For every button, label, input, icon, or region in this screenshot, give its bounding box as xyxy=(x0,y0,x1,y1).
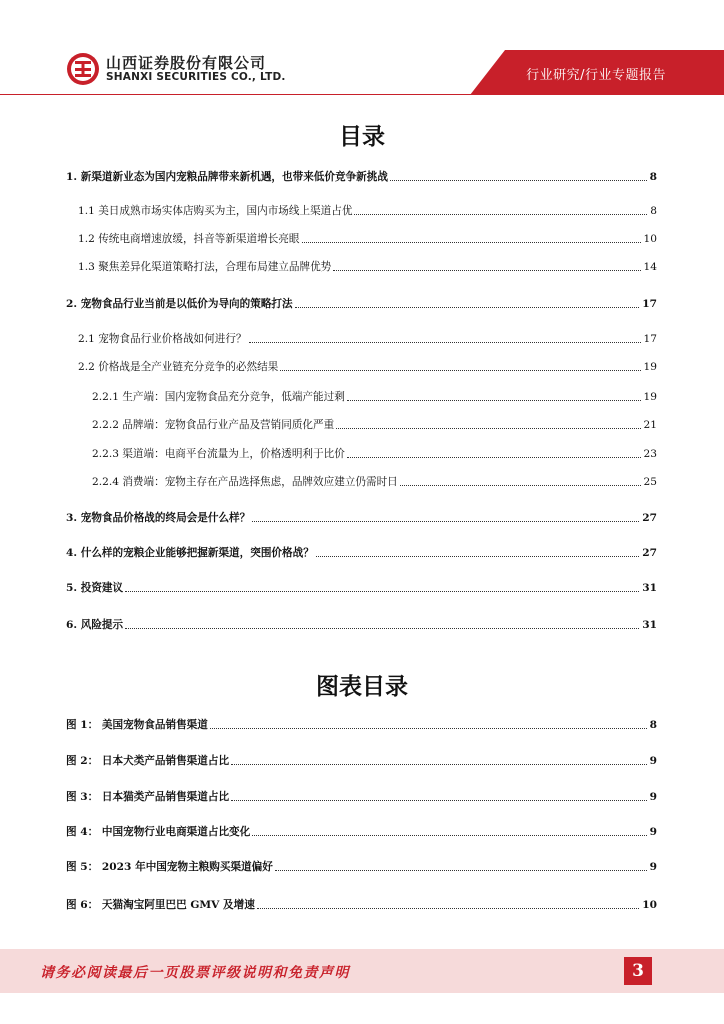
toc-title: 目录 xyxy=(339,123,385,150)
report-type: 行业研究/行业专题报告 xyxy=(526,68,666,83)
leader-dots xyxy=(125,628,639,629)
page-footer xyxy=(0,949,724,993)
toc-entry[interactable] xyxy=(92,446,657,461)
toc-entry-label: 2.2.3 渠道端：电商平台流量为上，价格透明利于比价 xyxy=(92,448,345,460)
leader-dots xyxy=(354,214,647,215)
toc-entry-page: 17 xyxy=(642,298,657,310)
toc-entry-page: 17 xyxy=(643,333,657,345)
figure-entry-page: 9 xyxy=(649,755,657,767)
disclaimer-text: 请务必阅读最后一页股票评级说明和免责声明 xyxy=(40,965,350,981)
leader-dots xyxy=(252,521,639,522)
figure-entry[interactable] xyxy=(66,789,657,804)
toc-entry-page: 27 xyxy=(642,512,657,524)
leader-dots xyxy=(280,370,640,371)
figure-entry-label: 图 2： 日本犬类产品销售渠道占比 xyxy=(66,755,230,767)
toc-entry-label: 1.3 聚焦差异化渠道策略打法，合理布局建立品牌优势 xyxy=(78,261,332,273)
figure-entry[interactable] xyxy=(66,859,657,874)
figure-entry[interactable] xyxy=(66,897,657,912)
figure-entry-page: 9 xyxy=(649,861,657,873)
company-name-cn: 山西证券股份有限公司 xyxy=(106,54,267,72)
leader-dots xyxy=(257,908,639,909)
toc-entry-page: 21 xyxy=(643,419,657,431)
leader-dots xyxy=(302,242,641,243)
toc-entry[interactable] xyxy=(66,545,657,560)
toc-entry-page: 23 xyxy=(643,448,657,460)
figure-entry[interactable] xyxy=(66,717,657,732)
toc-entry[interactable] xyxy=(78,359,657,374)
toc-entry[interactable] xyxy=(66,617,657,632)
figure-entry-label: 图 1： 美国宠物食品销售渠道 xyxy=(66,719,208,731)
figure-entry[interactable] xyxy=(66,824,657,839)
toc-entry-page: 8 xyxy=(650,205,657,217)
toc-entry-label: 2. 宠物食品行业当前是以低价为导向的策略打法 xyxy=(66,298,293,310)
toc-entry-page: 25 xyxy=(643,476,657,488)
leader-dots xyxy=(336,428,640,429)
toc-entry-label: 2.1 宠物食品行业价格战如何进行？ xyxy=(78,333,247,345)
leader-dots xyxy=(333,270,640,271)
toc-entry[interactable] xyxy=(66,296,657,311)
toc-entry[interactable] xyxy=(66,580,657,595)
toc-entry-label: 2.2 价格战是全产业链充分竞争的必然结果 xyxy=(78,361,279,373)
toc-entry-page: 19 xyxy=(643,391,657,403)
toc-entry[interactable] xyxy=(78,231,657,246)
figures-title: 图表目录 xyxy=(316,673,408,700)
toc-entry-label: 1. 新渠道新业态为国内宠粮品牌带来新机遇，也带来低价竞争新挑战 xyxy=(66,171,388,183)
leader-dots xyxy=(347,457,641,458)
figure-entry-label: 图 5： 2023 年中国宠物主粮购买渠道偏好 xyxy=(66,861,273,873)
toc-entry[interactable] xyxy=(66,169,657,184)
toc-entry[interactable] xyxy=(92,389,657,404)
leader-dots xyxy=(316,556,639,557)
figure-entry-label: 图 6： 天猫淘宝阿里巴巴 GMV 及增速 xyxy=(66,899,255,911)
leader-dots xyxy=(275,870,647,871)
leader-dots xyxy=(347,400,641,401)
toc-entry[interactable] xyxy=(78,203,657,218)
figure-entry[interactable] xyxy=(66,753,657,768)
figure-entry-page: 9 xyxy=(649,791,657,803)
company-name-en: SHANXI SECURITIES CO., LTD. xyxy=(106,71,286,83)
toc-entry[interactable] xyxy=(92,474,657,489)
toc-entry-page: 27 xyxy=(642,547,657,559)
leader-dots xyxy=(231,800,647,801)
figure-entry-page: 10 xyxy=(642,899,657,911)
toc-entry[interactable] xyxy=(92,417,657,432)
figure-entry-page: 9 xyxy=(649,826,657,838)
toc-entry-page: 8 xyxy=(649,171,657,183)
toc-entry-label: 2.2.4 消费端：宠物主存在产品选择焦虑，品牌效应建立仍需时日 xyxy=(92,476,398,488)
page-header xyxy=(0,0,724,95)
leader-dots xyxy=(231,764,647,765)
leader-dots xyxy=(210,728,647,729)
leader-dots xyxy=(249,342,641,343)
toc-entry[interactable] xyxy=(66,510,657,525)
toc-entry-label: 1.2 传统电商增速放缓，抖音等新渠道增长亮眼 xyxy=(78,233,300,245)
toc-entry-label: 3. 宠物食品价格战的终局会是什么样？ xyxy=(66,512,251,524)
leader-dots xyxy=(295,307,640,308)
leader-dots xyxy=(390,180,647,181)
toc-entry[interactable] xyxy=(78,259,657,274)
toc-entry-label: 4. 什么样的宠粮企业能够把握新渠道，突围价格战？ xyxy=(66,547,314,559)
page-number: 3 xyxy=(624,957,652,985)
leader-dots xyxy=(125,591,639,592)
toc-entry-page: 14 xyxy=(643,261,657,273)
leader-dots xyxy=(252,835,646,836)
figure-entry-label: 图 3： 日本猫类产品销售渠道占比 xyxy=(66,791,230,803)
toc-entry-label: 2.2.1 生产端：国内宠物食品充分竞争，低端产能过剩 xyxy=(92,391,345,403)
toc-entry-label: 6. 风险提示 xyxy=(66,619,124,631)
toc-entry-label: 2.2.2 品牌端：宠物食品行业产品及营销同质化严重 xyxy=(92,419,335,431)
toc-entry-page: 10 xyxy=(643,233,657,245)
toc-entry-page: 31 xyxy=(642,619,657,631)
company-logo-icon xyxy=(66,52,100,86)
toc-entry-label: 5. 投资建议 xyxy=(66,582,124,594)
toc-entry[interactable] xyxy=(78,331,657,346)
toc-entry-page: 19 xyxy=(643,361,657,373)
leader-dots xyxy=(400,485,641,486)
figure-entry-label: 图 4： 中国宠物行业电商渠道占比变化 xyxy=(66,826,251,838)
toc-entry-page: 31 xyxy=(642,582,657,594)
figure-entry-page: 8 xyxy=(649,719,657,731)
toc-entry-label: 1.1 美日成熟市场实体店购买为主，国内市场线上渠道占优 xyxy=(78,205,353,217)
